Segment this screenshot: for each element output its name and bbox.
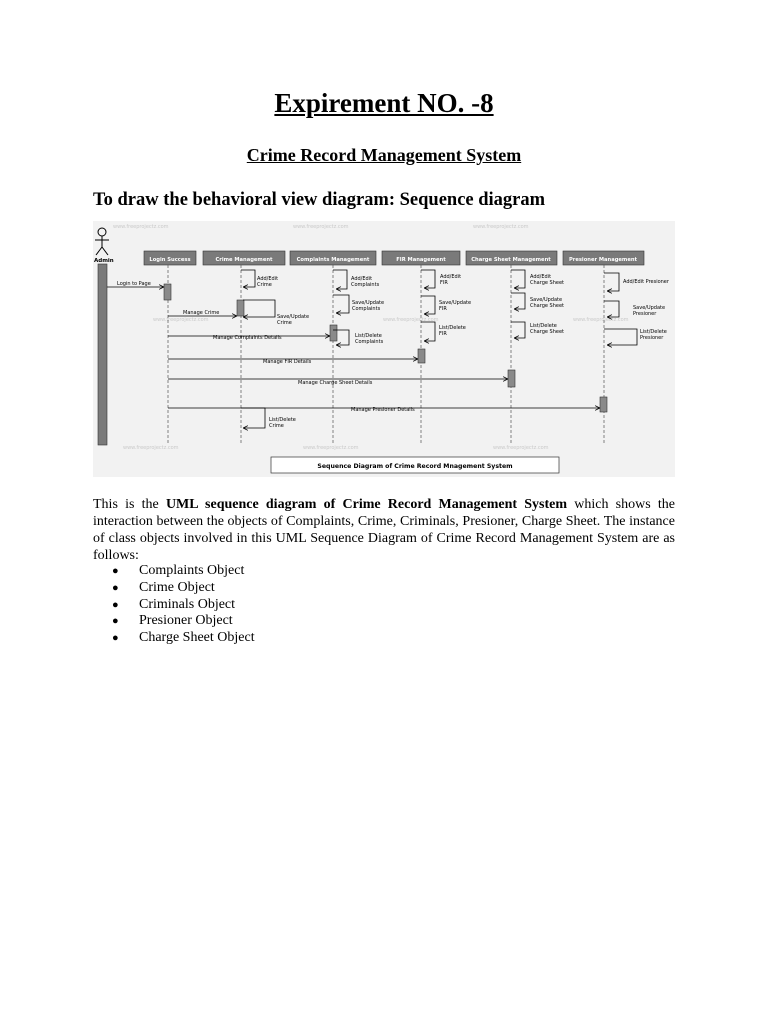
list-item: ● Criminals Object: [112, 596, 236, 612]
bullet-icon: ●: [112, 615, 119, 628]
message-label: Manage Charge Sheet Details: [298, 380, 373, 386]
lifeline-label: Presioner Management: [568, 257, 638, 263]
self-call-label: Presioner: [633, 311, 657, 317]
self-call-label: Save/Update: [530, 297, 563, 303]
self-call-label: Complaints: [351, 282, 380, 288]
self-call-label: FIR: [439, 306, 447, 312]
self-call-label: Add/Edit Presioner: [623, 279, 669, 285]
message-label: Login to Page: [117, 281, 151, 287]
paragraph-bold-text: UML sequence diagram of Crime Record Management System: [165, 497, 568, 512]
message-label: Manage Presioner Details: [351, 407, 415, 413]
watermark: www.freeprojectz.com: [573, 317, 629, 323]
list-item: ● Crime Object: [112, 579, 215, 595]
self-call-label: Add/Edit: [440, 274, 462, 280]
page-subtitle: Crime Record Management System: [246, 145, 522, 165]
actor-label: Admin: [94, 258, 114, 264]
watermark: www.freeprojectz.com: [303, 445, 359, 451]
self-call-label: List/Delete: [269, 417, 296, 423]
section-heading: To draw the behavioral view diagram: Sequence diagram: [93, 190, 546, 210]
bullet-icon: ●: [112, 565, 119, 577]
self-call-label: FIR: [440, 280, 448, 286]
self-call-label: Add/Edit: [530, 274, 552, 280]
self-call-label: Save/Update: [277, 314, 310, 320]
self-call-label: Save/Update: [633, 305, 666, 311]
lifeline-label: Crime Management: [215, 257, 273, 263]
self-call-label: Crime: [269, 423, 284, 429]
self-call-label: Charge Sheet: [530, 280, 564, 286]
message-label: Manage Complaints Details: [213, 335, 282, 341]
lifeline-label: Login Success: [149, 257, 191, 263]
bullet-icon: ●: [112, 598, 119, 611]
self-call-label: List/Delete: [439, 325, 466, 331]
self-call-label: Crime: [277, 320, 292, 326]
self-call-label: Complaints: [352, 306, 381, 312]
watermark: www.freeprojectz.com: [113, 224, 169, 230]
self-call-label: List/Delete: [640, 329, 667, 335]
watermark: www.freeprojectz.com: [383, 317, 439, 323]
self-call-label: Save/Update: [439, 300, 472, 306]
bullet-icon: ●: [112, 632, 119, 645]
self-call-label: Save/Update: [352, 300, 385, 306]
self-call-label: Presioner: [640, 335, 664, 341]
self-call-label: Charge Sheet: [530, 303, 564, 309]
list-item: ● Charge Sheet Object: [112, 630, 255, 646]
actor-activation: [98, 264, 107, 445]
lifeline-label: Complaints Management: [296, 257, 370, 263]
message-label: Manage FIR Details: [263, 359, 312, 365]
self-call-label: Add/Edit: [351, 276, 373, 282]
watermark: www.freeprojectz.com: [493, 445, 549, 451]
page-title: Expirement NO. -8: [274, 88, 494, 118]
watermark: www.freeprojectz.com: [153, 317, 209, 323]
self-call-label: FIR: [439, 331, 447, 337]
self-call-label: Add/Edit: [257, 276, 279, 282]
watermark: www.freeprojectz.com: [473, 224, 529, 230]
lifeline-label: FIR Management: [396, 257, 446, 263]
self-call-label: List/Delete: [355, 333, 382, 339]
sequence-diagram: [93, 221, 675, 477]
diagram-caption: Sequence Diagram of Crime Record Mnagement System: [317, 463, 513, 470]
message-label: Manage Crime: [183, 310, 220, 316]
paragraph-text: which shows the interaction between the objects of Complaints, Crime, Criminals, Presioner, Charge Sheet. The instance of class objects involved in this UML Sequence Diagram of Crime Record Management System are as follows:: [93, 497, 675, 563]
list-item: ● Presioner Object: [112, 613, 233, 629]
watermark: www.freeprojectz.com: [293, 224, 349, 230]
self-call-label: Crime: [257, 282, 272, 288]
self-call-label: Complaints: [355, 339, 384, 345]
self-call-label: List/Delete: [530, 323, 557, 329]
bullet-icon: ●: [112, 581, 119, 594]
list-item: ● Complaints Object: [112, 563, 245, 578]
lifeline-label: Charge Sheet Management: [471, 257, 551, 263]
description-paragraph: [93, 496, 675, 564]
watermark: www.freeprojectz.com: [123, 445, 179, 451]
object-list: [112, 563, 255, 647]
self-call-label: Charge Sheet: [530, 329, 564, 335]
paragraph-text: This is the: [93, 497, 166, 512]
